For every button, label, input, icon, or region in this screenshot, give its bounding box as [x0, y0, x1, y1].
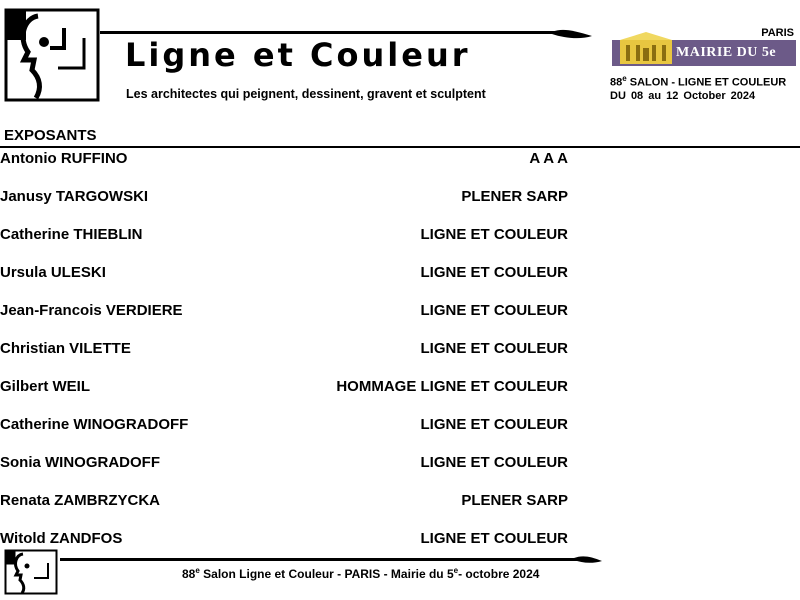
- exhibitor-name: Christian VILETTE: [0, 340, 131, 357]
- salon-name: SALON - LIGNE ET COULEUR: [626, 76, 787, 89]
- list-item: [0, 150, 568, 188]
- exhibitor-list: [0, 150, 568, 568]
- list-item: [0, 340, 568, 378]
- list-item: [0, 302, 568, 340]
- exhibitor-name: Antonio RUFFINO: [0, 150, 128, 167]
- face-profile-logo-icon: [4, 8, 100, 102]
- tagline: Les architectes qui peignent, dessinent, gravent et sculptent: [126, 87, 486, 101]
- exhibitor-group: PLENER SARP: [461, 492, 568, 509]
- mairie-building-icon: [618, 32, 674, 64]
- list-item: [0, 264, 568, 302]
- list-item: [0, 492, 568, 530]
- exhibitor-name: Gilbert WEIL: [0, 378, 90, 395]
- footer-caption: [182, 566, 539, 581]
- exhibitor-name: Catherine THIEBLIN: [0, 226, 143, 243]
- footer-text-a: Salon Ligne et Couleur - PARIS - Mairie du 5: [199, 567, 454, 581]
- list-item: [0, 530, 568, 568]
- footer-text-a-sup: e: [453, 566, 459, 575]
- brush-stroke-tip-icon: [552, 28, 592, 40]
- salon-ordinal: 88: [610, 76, 623, 89]
- footer-brush-line: [60, 558, 580, 561]
- exhibitor-name: Renata ZAMBRZYCKA: [0, 492, 161, 509]
- exhibitor-group: A A A: [529, 150, 568, 167]
- list-item: [0, 416, 568, 454]
- exhibitor-group: LIGNE ET COULEUR: [420, 226, 568, 243]
- list-item: [0, 188, 568, 226]
- exhibitor-name: Witold ZANDFOS: [0, 530, 123, 547]
- section-title: EXPOSANTS: [4, 127, 97, 144]
- exhibitor-name: Catherine WINOGRADOFF: [0, 416, 189, 433]
- salon-dates: DU 08 au 12 October 2024: [610, 90, 756, 102]
- list-item: [0, 454, 568, 492]
- section-divider: [0, 146, 800, 148]
- salon-title: [610, 74, 786, 89]
- exhibitor-name: Sonia WINOGRADOFF: [0, 454, 160, 471]
- venue-badge: [612, 40, 796, 66]
- exhibitor-group: LIGNE ET COULEUR: [420, 340, 568, 357]
- city-label: PARIS: [761, 27, 794, 39]
- exhibitor-group: LIGNE ET COULEUR: [420, 416, 568, 433]
- list-item: [0, 226, 568, 264]
- footer-ordinal: 88: [182, 567, 196, 581]
- footer-brush-tip-icon: [574, 555, 602, 564]
- exhibitor-group: LIGNE ET COULEUR: [420, 264, 568, 281]
- exhibitor-group: LIGNE ET COULEUR: [420, 302, 568, 319]
- exhibitor-group: LIGNE ET COULEUR: [420, 454, 568, 471]
- exhibitor-name: Jean-Francois VERDIERE: [0, 302, 183, 319]
- exhibitor-group: HOMMAGE LIGNE ET COULEUR: [336, 378, 568, 395]
- brand-title: Ligne et Couleur: [125, 36, 471, 74]
- salon-ordinal-sup: e: [622, 74, 627, 83]
- exhibitor-group: PLENER SARP: [461, 188, 568, 205]
- exhibitor-name: Ursula ULESKI: [0, 264, 106, 281]
- venue-badge-label: MAIRIE DU 5e: [676, 45, 777, 60]
- footer-text-b: - octobre 2024: [458, 567, 540, 581]
- list-item: [0, 378, 568, 416]
- header-brush-line: [100, 31, 558, 34]
- footer-ordinal-sup: e: [195, 566, 200, 575]
- footer-logo-icon: [4, 549, 58, 595]
- exhibitor-name: Janusy TARGOWSKI: [0, 188, 149, 205]
- exhibitor-group: LIGNE ET COULEUR: [420, 530, 568, 547]
